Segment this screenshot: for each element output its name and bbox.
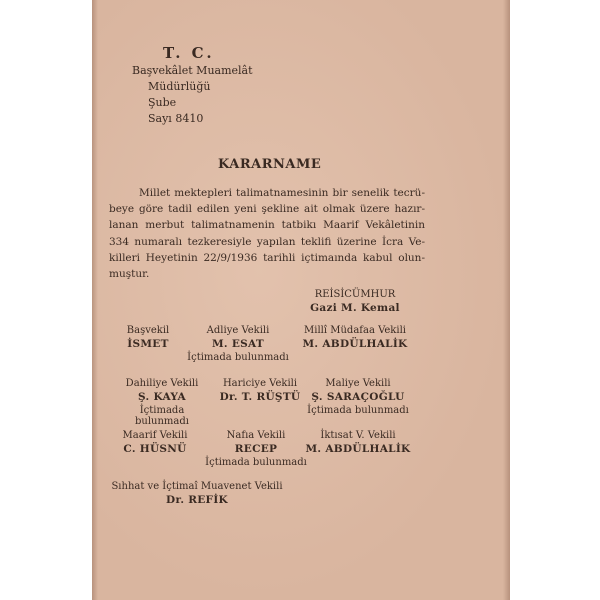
signature-maarif	[110, 430, 200, 455]
signature-role: Hariciye Vekili	[222, 378, 298, 389]
signature-note: İçtimada bulunmadı	[307, 405, 409, 416]
signature-name: Dr. T. RÜŞTÜ	[219, 391, 301, 403]
signature-role: Başvekil	[126, 325, 170, 336]
signature-name: İSMET	[127, 338, 169, 350]
signature-iktisat	[296, 430, 420, 455]
president-role: REİSİCÜMHUR	[314, 289, 396, 300]
paragraph-line: muştur.	[109, 268, 150, 281]
signature-name: M. ABDÜLHALİK	[305, 443, 411, 455]
page-edge-right	[503, 0, 510, 600]
signature-role: Nafıa Vekili	[226, 430, 286, 441]
president-name: Gazi M. Kemal	[310, 302, 400, 314]
signature-name: Dr. REFİK	[166, 494, 228, 506]
signature-name: Ş. SARAÇOĞLU	[311, 391, 405, 403]
signature-hariciye	[210, 378, 310, 403]
signature-name: Ş. KAYA	[138, 391, 186, 403]
signature-dahiliye	[112, 378, 212, 427]
header-line-1: Başvekâlet Muamelât	[132, 64, 253, 77]
paragraph-line: Millet mektepleri talimatnamesinin bir senelik tecrü-	[139, 187, 425, 199]
paragraph-line: killeri Heyetinin 22/9/1936 tarihli içtimaında kabul olun-	[109, 251, 425, 264]
signature-role: Dahiliye Vekili	[125, 378, 199, 389]
signature-role: Maliye Vekili	[325, 378, 391, 389]
signature-note: İçtimada bulunmadı	[187, 352, 289, 363]
header-tc: T. C.	[163, 44, 215, 62]
header-line-4: Sayı 8410	[148, 112, 204, 125]
header-line-2: Müdürlüğü	[148, 80, 211, 93]
signature-adliye	[180, 325, 296, 363]
document-title: KARARNAME	[218, 157, 322, 172]
signature-role: Maarif Vekili	[122, 430, 188, 441]
signature-milli-mudafaa	[290, 325, 420, 350]
signature-role: Adliye Vekili	[206, 325, 270, 336]
decree-paragraph	[109, 185, 425, 282]
signature-maliye	[300, 378, 416, 416]
header-line-3: Şube	[148, 96, 177, 109]
signature-name: RECEP	[234, 443, 278, 455]
signature-note: İçtimada bulunmadı	[135, 405, 189, 427]
signature-role: İktısat V. Vekili	[320, 430, 396, 441]
paragraph-line: lanan merbut talimatnamenin tatbikı Maarif Vekâletinin	[109, 219, 425, 232]
signature-role: Millî Müdafaa Vekili	[304, 325, 406, 336]
page-edge-left	[92, 0, 98, 600]
paragraph-line: beye göre tadil edilen yeni şekline ait olmak üzere hazır-	[109, 203, 425, 216]
president-signature	[290, 289, 420, 314]
signature-sihhat	[104, 481, 290, 506]
paragraph-line: 334 numaralı tezkeresiyle yapılan teklifi üzerine İcra Ve-	[109, 235, 425, 248]
signature-name: C. HÜSNÜ	[123, 443, 187, 455]
signature-basvekil	[108, 325, 188, 350]
signature-note: İçtimada bulunmadı	[205, 457, 307, 468]
signature-role: Sıhhat ve İçtimaî Muavenet Vekili	[111, 481, 283, 492]
signature-name: M. ABDÜLHALİK	[302, 338, 408, 350]
signature-name: M. ESAT	[211, 338, 264, 350]
